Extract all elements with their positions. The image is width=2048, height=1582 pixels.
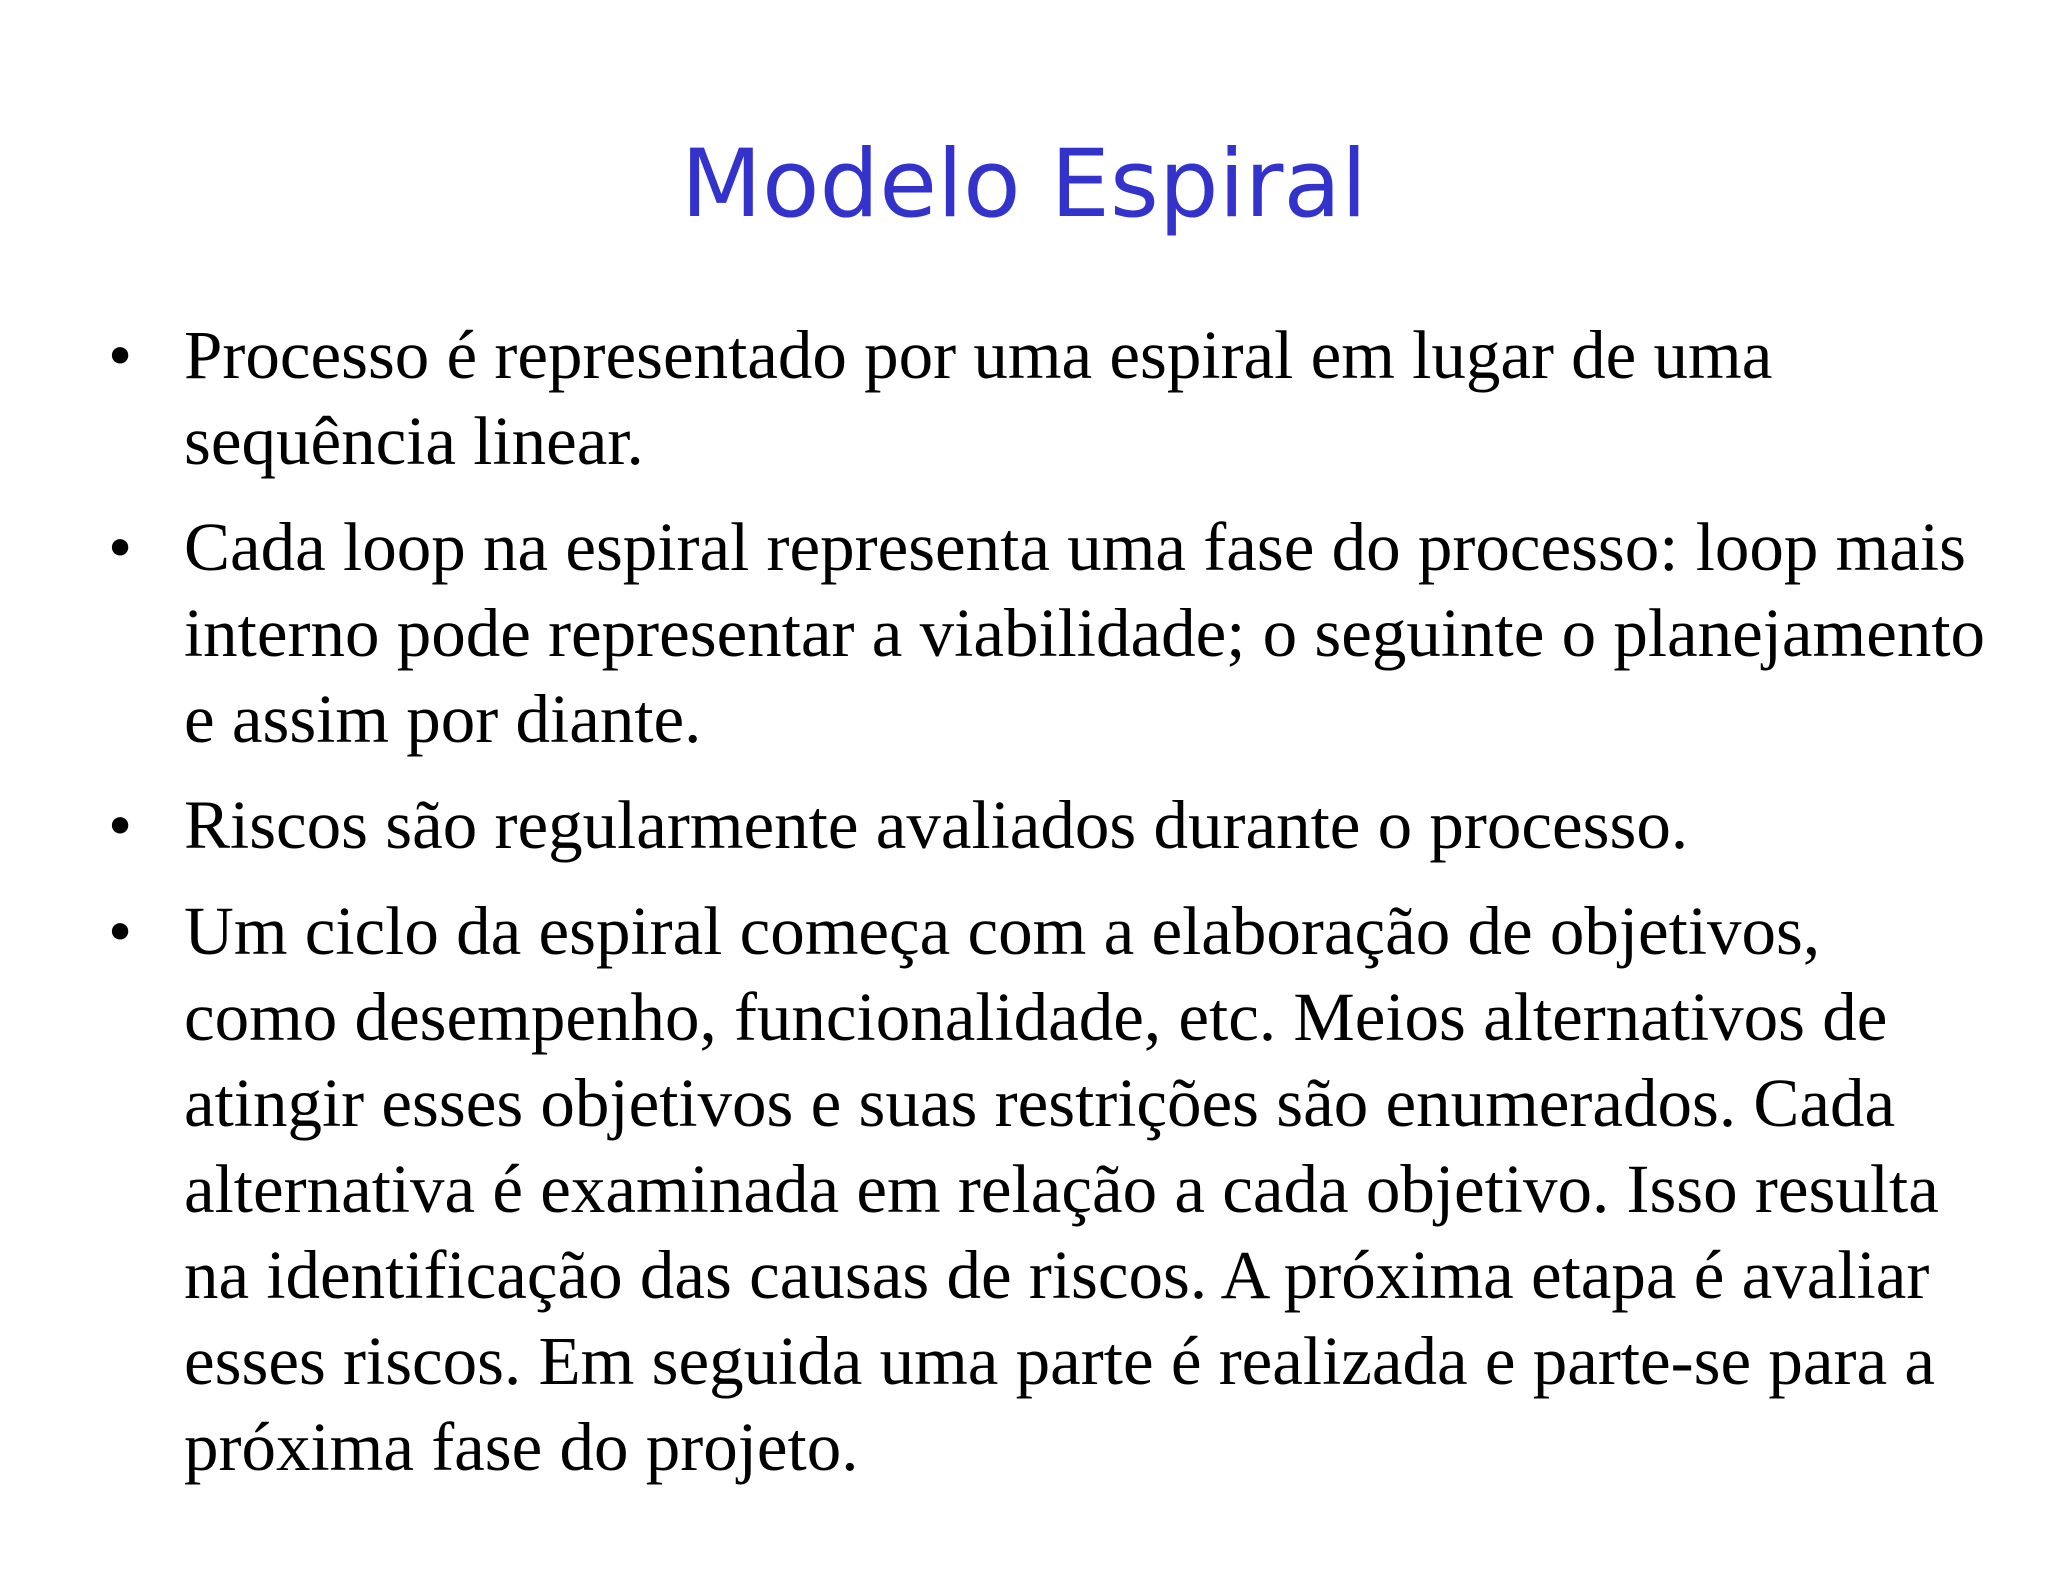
bullet-marker: • (108, 787, 133, 863)
bullet-text: Um ciclo da espiral começa com a elaboração de objetivos, como desempenho, funcionalidade, etc. Meios alternativos de atingir esses objetivos e suas restrições são enumerados. Cada alternativa é examinada em relação a cada objetivo. Isso resulta na identificação das causas de riscos. A próxima etapa é avaliar esses riscos. Em seguida uma parte é realizada e parte-se para a próxima fase do projeto. (184, 893, 1939, 1485)
slide-title: Modelo Espiral (680, 130, 1368, 239)
bullet-text: Processo é representado por uma espiral em lugar de uma sequência linear. (184, 317, 1773, 479)
bullet-item (108, 888, 1988, 1490)
bullet-item (108, 782, 1988, 868)
bullet-text: Cada loop na espiral representa uma fase do processo: loop mais interno pode representar a viabilidade; o seguinte o planejamento e assim por diante. (184, 509, 1986, 757)
bullet-item (108, 504, 1988, 762)
bullet-marker: • (108, 317, 133, 393)
bullet-marker: • (108, 893, 133, 969)
bullet-text: Riscos são regularmente avaliados durante o processo. (184, 787, 1689, 863)
bullet-list (108, 312, 1988, 1510)
bullet-marker: • (108, 509, 133, 585)
bullet-item (108, 312, 1988, 484)
